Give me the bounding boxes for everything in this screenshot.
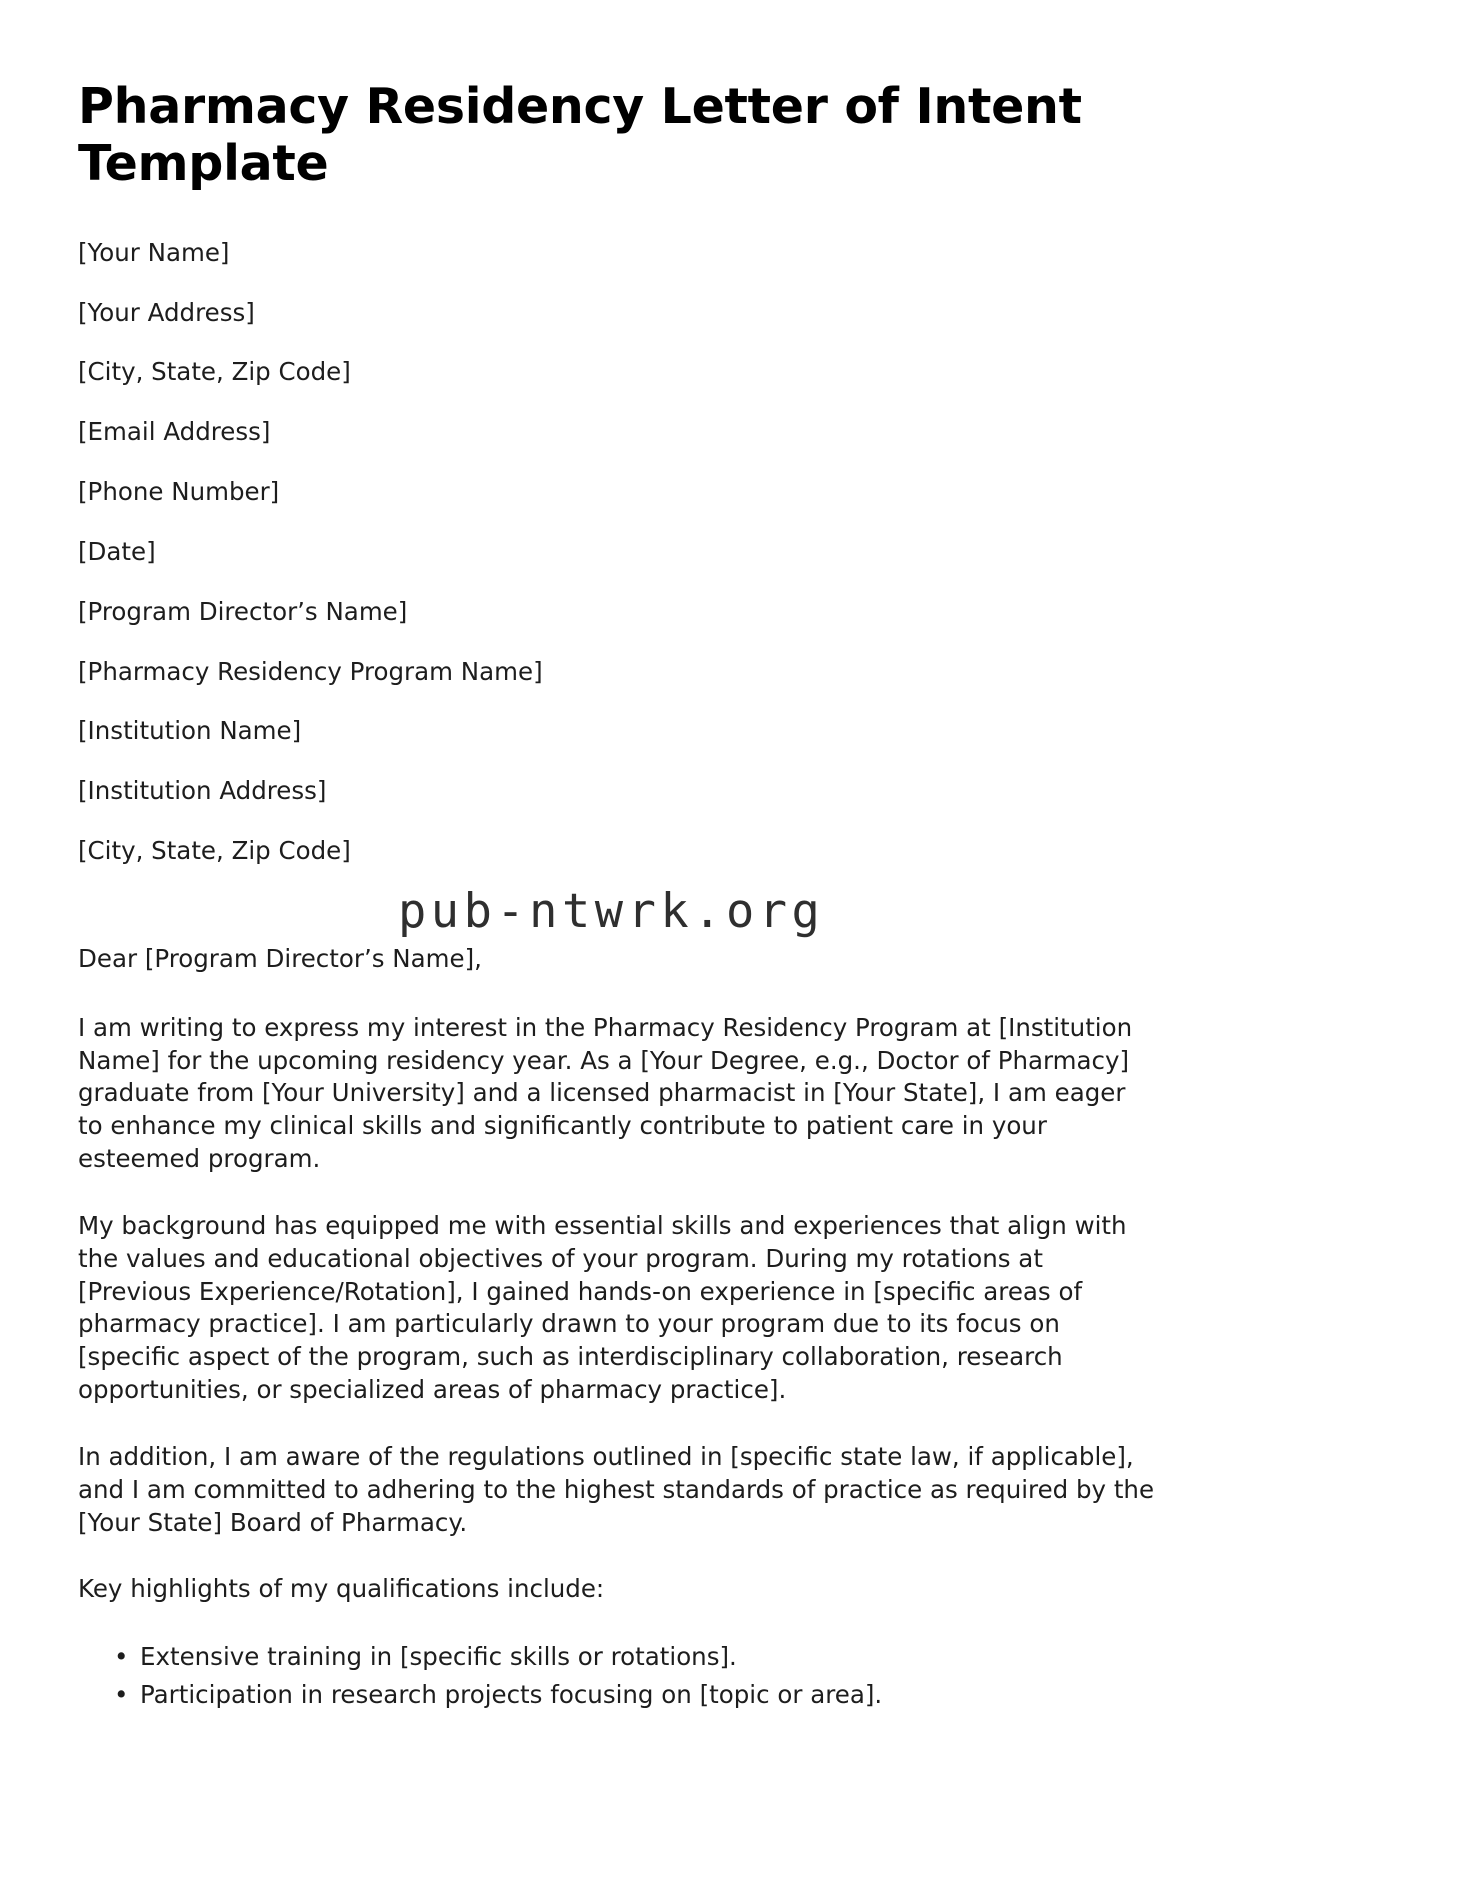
sender-address-block bbox=[78, 237, 1164, 867]
list-item bbox=[78, 1640, 1156, 1674]
list-item bbox=[78, 1678, 1156, 1712]
qualifications-list bbox=[78, 1640, 1156, 1712]
highlights-intro: Key highlights of my qualifications include: bbox=[78, 1574, 605, 1604]
address-line-your-name: [Your Name] bbox=[78, 237, 230, 267]
body-paragraph-3: In addition, I am aware of the regulations outlined in [specific state law, if applicable], and I am committed to adhering to the highest standards of practice as required by the [Your State] Board of Pharmacy. bbox=[78, 1441, 1155, 1537]
bullet-icon: • bbox=[114, 1679, 129, 1709]
address-line-institution-name: [Institution Name] bbox=[78, 716, 302, 746]
address-line-date: [Date] bbox=[78, 536, 156, 566]
list-item-label: Extensive training in [specific skills or rotations]. bbox=[140, 1642, 737, 1672]
body-paragraph-1: I am writing to express my interest in the Pharmacy Residency Program at [Institution Name] for the upcoming residency year. As a [Your Degree, e.g., Doctor of Pharmacy] graduate from [Your University] and a licensed pharmacist in [Your State], I am eager to enhance my clinical skills and significantly contribute to patient care in your esteemed program. bbox=[78, 1012, 1133, 1174]
bullet-icon: • bbox=[114, 1642, 129, 1672]
address-line-your-address: [Your Address] bbox=[78, 297, 255, 327]
salutation: Dear [Program Director’s Name], bbox=[78, 943, 482, 973]
page-title: Pharmacy Residency Letter of Intent Template bbox=[78, 78, 1082, 193]
address-line-phone: [Phone Number] bbox=[78, 477, 280, 507]
list-item-label: Participation in research projects focusing on [topic or area]. bbox=[140, 1679, 883, 1709]
address-line-program-name: [Pharmacy Residency Program Name] bbox=[78, 656, 543, 686]
address-line-institution-address: [Institution Address] bbox=[78, 776, 327, 806]
address-line-city-state-zip: [City, State, Zip Code] bbox=[78, 357, 351, 387]
letter-body bbox=[78, 943, 1156, 1712]
address-line-institution-city-state-zip: [City, State, Zip Code] bbox=[78, 836, 351, 866]
site-watermark: pub-ntwrk.org bbox=[398, 884, 825, 939]
address-line-program-director: [Program Director’s Name] bbox=[78, 596, 408, 626]
address-line-email: [Email Address] bbox=[78, 417, 271, 447]
body-paragraph-2: My background has equipped me with essential skills and experiences that align with the values and educational objectives of your program. During my rotations at [Previous Experience/Rotation], I gained hands-on experience in [specific areas of pharmacy practice]. I am particularly drawn to your program due to its focus on [specific aspect of the program, such as interdisciplinary collaboration, research opportunities, or specialized areas of pharmacy practice]. bbox=[78, 1210, 1127, 1405]
